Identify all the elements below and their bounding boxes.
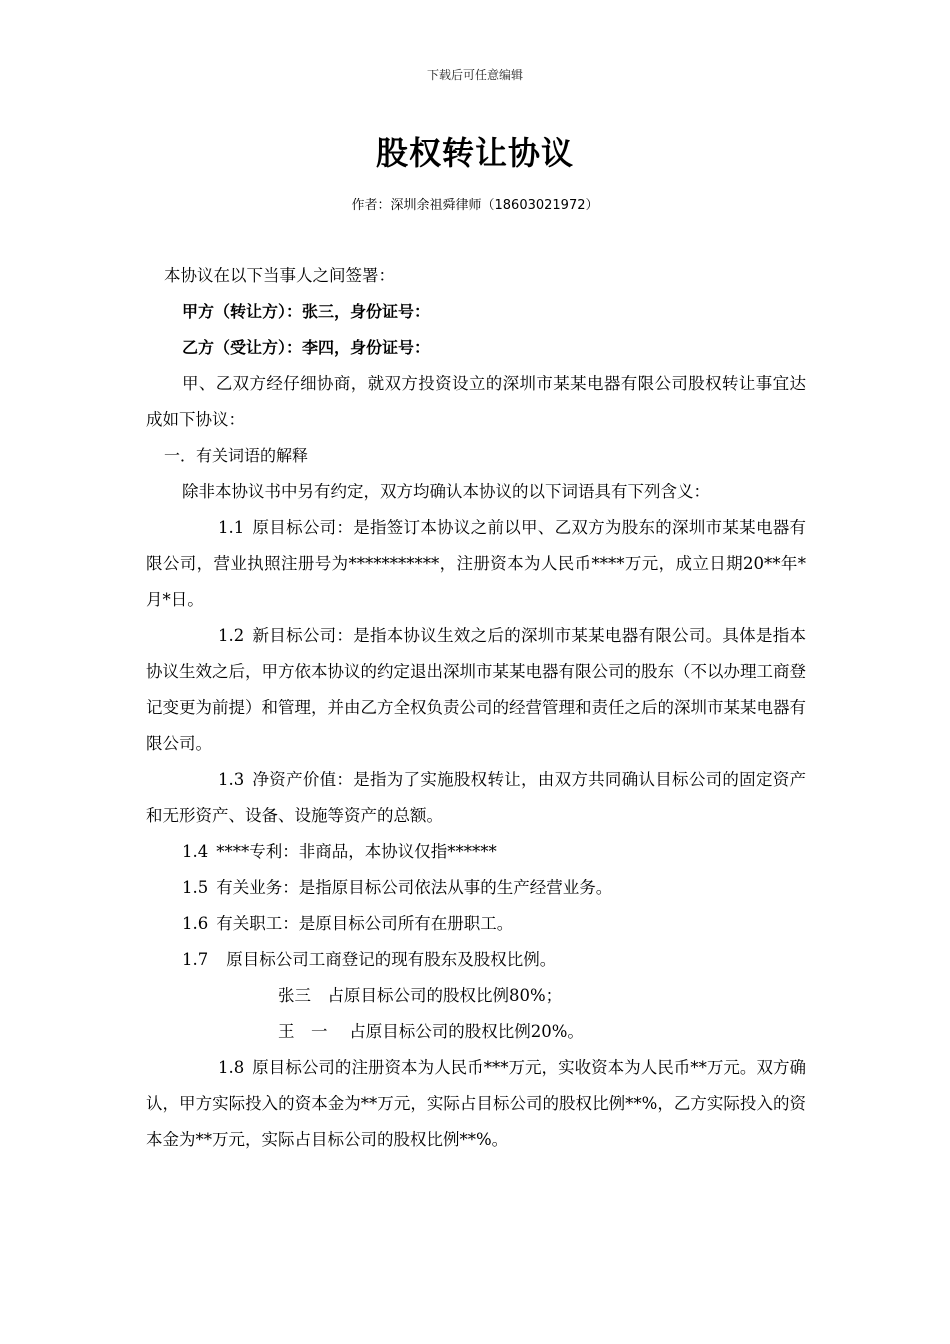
clause-text: 净资产价值：是指为了实施股权转让，由双方共同确认目标公司的固定资产和无形资产、设备、设施等资产的总额。 (146, 770, 806, 825)
shareholder-line-2: 王 一 占原目标公司的股权比例20%。 (278, 1022, 584, 1041)
clause-1-7 (146, 942, 806, 978)
clause-1-3 (146, 762, 806, 834)
clause-number: 1.5 (182, 878, 209, 897)
clause-text: 原目标公司工商登记的现有股东及股权比例。 (226, 950, 557, 969)
clause-number: 1.8 (218, 1058, 245, 1077)
clause-1-8 (146, 1050, 806, 1158)
clause-text: 有关职工：是原目标公司所有在册职工。 (216, 914, 514, 933)
clause-number: 1.1 (218, 518, 245, 537)
clause-number: 1.2 (218, 626, 245, 645)
clause-1-2 (146, 618, 806, 762)
clause-number: 1.4 (182, 842, 209, 861)
clause-text: 新目标公司：是指本协议生效之后的深圳市某某电器有限公司。具体是指本协议生效之后，甲方依本协议的约定退出深圳市某某电器有限公司的股东（不以办理工商登记变更为前提）和管理，并由乙方全权负责公司的经营管理和责任之后的深圳市某某电器有限公司。 (146, 626, 806, 753)
document-body (146, 258, 806, 1158)
clause-number: 1.3 (218, 770, 245, 789)
clause-text: 原目标公司的注册资本为人民币***万元，实收资本为人民币**万元。双方确认，甲方实际投入的资本金为**万元，实际占目标公司的股权比例**%，乙方实际投入的资本金为**万元，实际占目标公司的股权比例**%。 (146, 1058, 806, 1149)
section-1-heading: 一．有关词语的解释 (164, 446, 309, 465)
clause-1-4 (146, 834, 806, 870)
author-line: 作者：深圳余祖舜律师（18603021972） (351, 198, 599, 213)
clause-1-1 (146, 510, 806, 618)
clause-number: 1.7 (182, 950, 209, 969)
party-a-line: 甲方（转让方）：张三，身份证号： (182, 302, 431, 321)
clause-text: 原目标公司：是指签订本协议之前以甲、乙双方为股东的深圳市某某电器有限公司，营业执照注册号为***********，注册资本为人民币****万元，成立日期20**年*月*日。 (146, 518, 806, 609)
clause-1-6 (146, 906, 806, 942)
party-b-line: 乙方（受让方）：李四，身份证号： (182, 338, 431, 357)
preamble-paragraph: 甲、乙双方经仔细协商，就双方投资设立的深圳市某某电器有限公司股权转让事宜达成如下协议： (146, 374, 806, 429)
page-header-note: 下载后可任意编辑 (426, 68, 523, 82)
intro-paragraph: 本协议在以下当事人之间签署： (164, 266, 395, 285)
clause-number: 1.6 (182, 914, 209, 933)
document-title: 股权转让协议 (375, 134, 574, 172)
clause-text: ****专利：非商品，本协议仅指****** (216, 842, 497, 861)
shareholder-line-1: 张三 占原目标公司的股权比例80%； (278, 986, 563, 1005)
clause-text: 有关业务：是指原目标公司依法从事的生产经营业务。 (216, 878, 613, 897)
clause-1-5 (146, 870, 806, 906)
section-1-intro: 除非本协议书中另有约定，双方均确认本协议的以下词语具有下列含义： (182, 482, 710, 501)
